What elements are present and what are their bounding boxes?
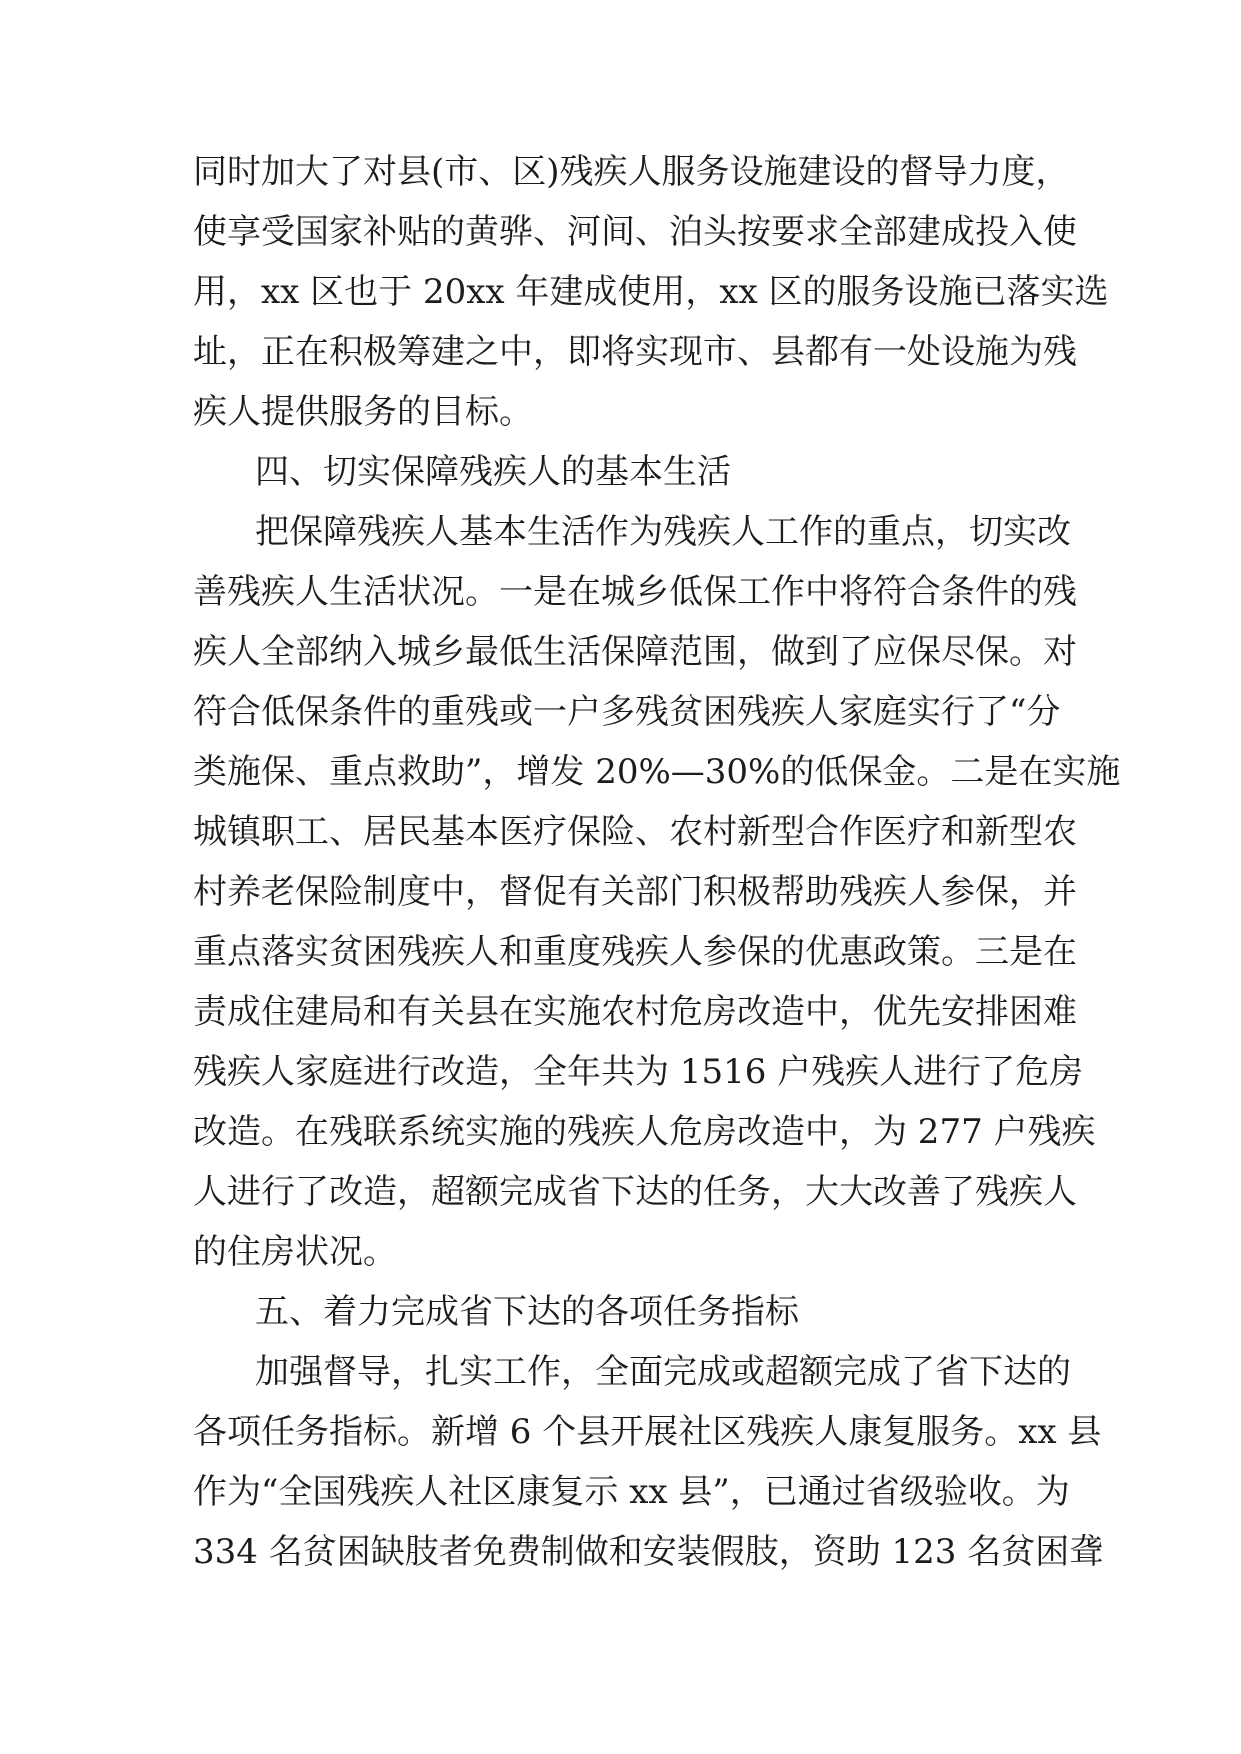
text-line: 类施保、重点救助”，增发 20%—30%的低保金。二是在实施 [193, 752, 1121, 792]
text-line: 作为“全国残疾人社区康复示 xx 县”，已通过省级验收。为 [193, 1472, 1070, 1512]
text-line: 重点落实贫困残疾人和重度残疾人参保的优惠政策。三是在 [193, 932, 1077, 972]
text-line: 334 名贫困缺肢者免费制做和安装假肢，资助 123 名贫困聋 [193, 1532, 1104, 1572]
paragraph-facilities [193, 142, 1109, 442]
text-line: 址，正在积极筹建之中，即将实现市、县都有一处设施为残 [193, 332, 1077, 372]
text-line: 责成住建局和有关县在实施农村危房改造中，优先安排困难 [193, 992, 1077, 1032]
text-line: 残疾人家庭进行改造，全年共为 1516 户残疾人进行了危房 [193, 1052, 1084, 1092]
text-line: 城镇职工、居民基本医疗保险、农村新型合作医疗和新型农 [193, 812, 1077, 852]
text-line: 各项任务指标。新增 6 个县开展社区残疾人康复服务。xx 县 [193, 1412, 1102, 1452]
text-line: 改造。在残联系统实施的残疾人危房改造中，为 277 户残疾 [193, 1112, 1096, 1152]
text-line: 符合低保条件的重残或一户多残贫困残疾人家庭实行了“分 [193, 692, 1061, 732]
section-heading-5: 五、着力完成省下达的各项任务指标 [255, 1292, 799, 1332]
text-line: 同时加大了对县(市、区)残疾人服务设施建设的督导力度， [193, 152, 1070, 192]
text-line: 把保障残疾人基本生活作为残疾人工作的重点，切实改 [255, 512, 1071, 552]
text-line: 加强督导，扎实工作，全面完成或超额完成了省下达的 [255, 1352, 1071, 1392]
text-line: 疾人全部纳入城乡最低生活保障范围，做到了应保尽保。对 [193, 632, 1077, 672]
paragraph-basic-living [193, 502, 1121, 1282]
text-line: 善残疾人生活状况。一是在城乡低保工作中将符合条件的残 [193, 572, 1077, 612]
text-line: 使享受国家补贴的黄骅、河间、泊头按要求全部建成投入使 [193, 212, 1077, 252]
document-page [193, 142, 1121, 1582]
text-line: 用，xx 区也于 20xx 年建成使用，xx 区的服务设施已落实选 [193, 272, 1109, 312]
text-line: 疾人提供服务的目标。 [193, 392, 533, 432]
text-line: 村养老保险制度中，督促有关部门积极帮助残疾人参保，并 [193, 872, 1077, 912]
paragraph-task-indicators [193, 1342, 1104, 1582]
text-line: 的住房状况。 [193, 1232, 397, 1272]
section-heading-4: 四、切实保障残疾人的基本生活 [255, 452, 731, 492]
text-line: 人进行了改造，超额完成省下达的任务，大大改善了残疾人 [193, 1172, 1077, 1212]
